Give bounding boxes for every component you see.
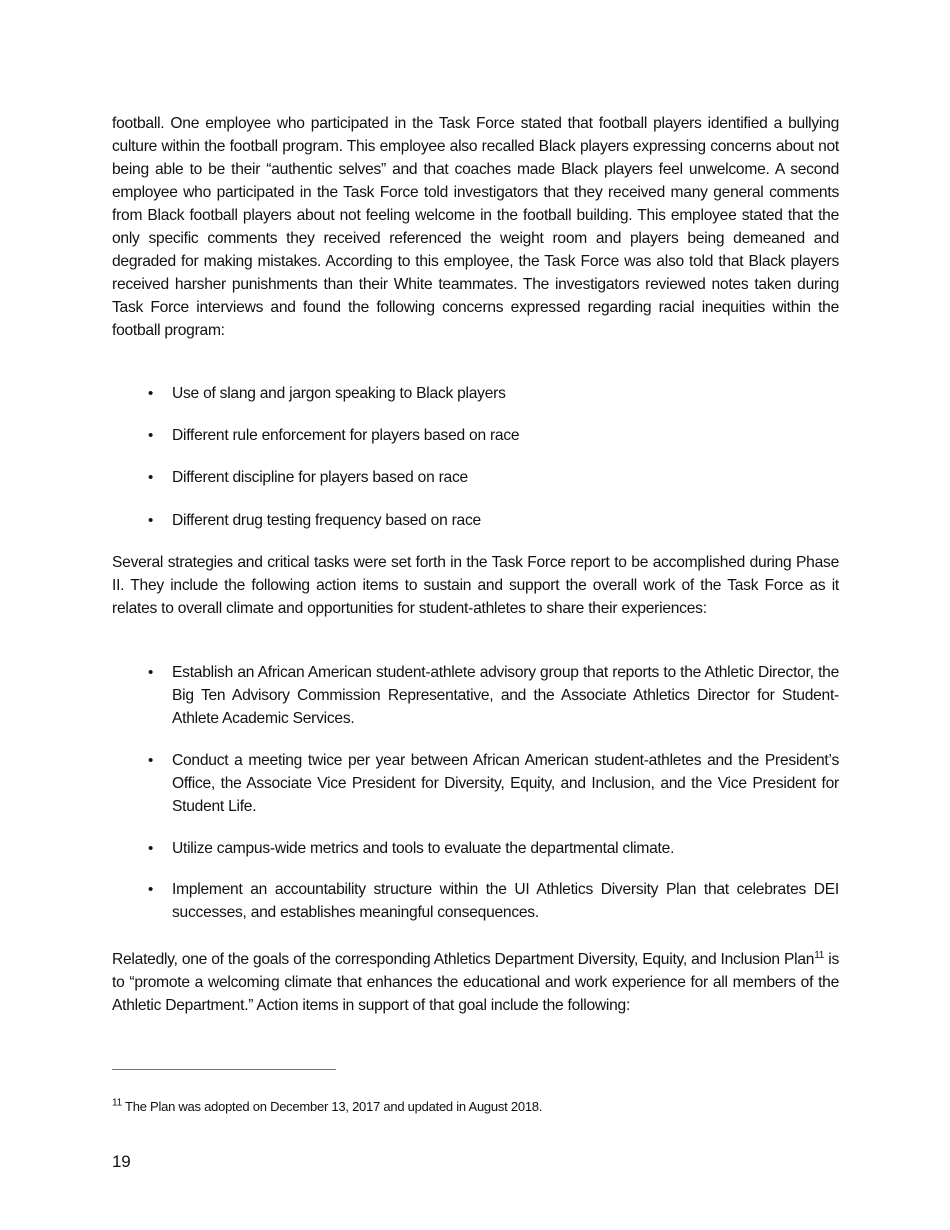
bullet-icon: • bbox=[148, 881, 154, 898]
list-item-text: Establish an African American student-athlete advisory group that reports to the Athletic Director, the Big Ten Advisory Commission Representative, and the Associate Athletics Director for Student-Athlete Academic Services. bbox=[172, 664, 839, 727]
footnote bbox=[112, 1098, 542, 1116]
footnote-separator bbox=[112, 1069, 336, 1070]
body-paragraph: Several strategies and critical tasks were set forth in the Task Force report to be accomplished during Phase II. They include the following action items to sustain and support the overall work of the Task Force as it relates to overall climate and opportunities for student-athletes to share their experiences: bbox=[112, 554, 839, 617]
bullet-icon: • bbox=[148, 385, 154, 402]
body-paragraph bbox=[112, 948, 839, 1017]
action-list-item bbox=[148, 837, 839, 860]
concern-list-item bbox=[148, 466, 839, 489]
action-list-item bbox=[148, 749, 839, 818]
page-number: 19 bbox=[112, 1152, 131, 1171]
concern-list-item bbox=[148, 382, 839, 405]
footnote-number: 11 bbox=[112, 1097, 122, 1109]
list-item-text: Conduct a meeting twice per year between African American student-athletes and the President’s Office, the Associate Vice President for Diversity, Equity, and Inclusion, and the Vice President for Student Life. bbox=[172, 752, 839, 815]
bullet-icon: • bbox=[148, 469, 154, 486]
list-item-text: Implement an accountability structure within the UI Athletics Diversity Plan that celebrates DEI successes, and establishes meaningful consequences. bbox=[172, 881, 839, 921]
paragraph-text: Relatedly, one of the goals of the corresponding Athletics Department Diversity, Equity, and Inclusion Plan bbox=[112, 951, 815, 968]
bullet-icon: • bbox=[148, 752, 154, 769]
concern-list-item bbox=[148, 424, 839, 447]
list-item-text: Different drug testing frequency based on race bbox=[172, 512, 481, 529]
footnote-text: The Plan was adopted on December 13, 2017 and updated in August 2018. bbox=[121, 1099, 543, 1114]
list-item-text: Use of slang and jargon speaking to Black players bbox=[172, 385, 506, 402]
list-item-text: Utilize campus-wide metrics and tools to evaluate the departmental climate. bbox=[172, 840, 675, 857]
body-paragraph: football. One employee who participated in the Task Force stated that football players identified a bullying culture within the football program. This employee also recalled Black players expressing concerns about not being able to be their “authentic selves” and that coaches made Black players feel unwelcome. A second employee who participated in the Task Force told investigators that they received many general comments from Black football players about not feeling welcome in the football building. This employee stated that the only specific comments they received referenced the weight room and players being demeaned and degraded for making mistakes. According to this employee, the Task Force was also told that Black players received harsher punishments than their White teammates. The investigators reviewed notes taken during Task Force interviews and found the following concerns expressed regarding racial inequities within the football program: bbox=[112, 115, 839, 339]
action-list-item bbox=[148, 878, 839, 924]
bullet-icon: • bbox=[148, 664, 154, 681]
bullet-icon: • bbox=[148, 427, 154, 444]
list-item-text: Different discipline for players based on race bbox=[172, 469, 468, 486]
bullet-icon: • bbox=[148, 512, 154, 529]
paragraph-text: is to “promote a welcoming climate that enhances the educational and work experience for all members of the Athletic Department.” Action items in support of that goal include the following: bbox=[112, 951, 840, 1014]
footnote-reference[interactable]: 11 bbox=[814, 949, 825, 961]
concern-list-item bbox=[148, 509, 839, 532]
list-item-text: Different rule enforcement for players based on race bbox=[172, 427, 520, 444]
action-list-item bbox=[148, 661, 839, 730]
bullet-icon: • bbox=[148, 840, 154, 857]
